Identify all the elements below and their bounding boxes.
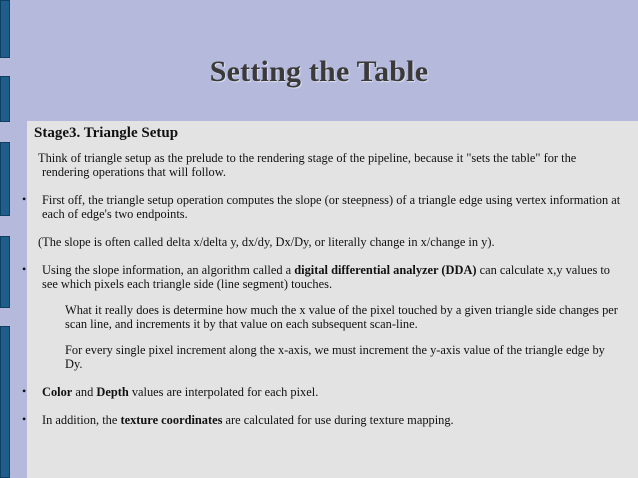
- bullet-item: [22, 412, 624, 427]
- bullet-text-mid: and: [72, 385, 97, 399]
- bullet-dot: •: [22, 192, 27, 206]
- bullet-text-bold: digital differential analyzer (DDA): [294, 263, 477, 277]
- slide-title: Setting the Table: [209, 55, 429, 88]
- intro-paragraph: Think of triangle setup as the prelude to the rendering stage of the pipeline, because it "sets the table" for the rendering operations that will follow.: [38, 151, 577, 179]
- bullet-text-bold: Color: [42, 385, 73, 399]
- bullet-item: [22, 262, 624, 291]
- bullet-text-post: are calculated for use during texture mapping.: [222, 413, 454, 427]
- sub-paragraph: What it really does is determine how much the x value of the pixel touched by a given triangle side changes per scan line, and increments it by that value on each subsequent scan-line.: [65, 303, 618, 331]
- bullet-text-pre: Using the slope information, an algorithm called a: [42, 263, 295, 277]
- bullet-text: First off, the triangle setup operation computes the slope (or steepness) of a triangle edge using vertex information at each of edge's two endpoints.: [42, 193, 621, 221]
- section-heading: Stage3. Triangle Setup: [34, 125, 179, 141]
- side-tab-decoration: [0, 236, 10, 308]
- bullet-dot: •: [22, 384, 27, 398]
- side-tab-decoration: [0, 0, 10, 58]
- sub-paragraph: For every single pixel increment along the x-axis, we must increment the y-axis value of the triangle edge by Dy.: [65, 343, 605, 371]
- bullet-dot: •: [22, 262, 27, 276]
- bullet-item: [22, 384, 624, 399]
- bullet-text-post: values are interpolated for each pixel.: [128, 385, 319, 399]
- slide-body: [22, 125, 624, 427]
- slope-note: (The slope is often called delta x/delta y, dx/dy, Dx/Dy, or literally change in x/change in y).: [38, 235, 495, 249]
- bullet-text-post: can calculate x,y values to see which pixels each triangle side (line segment) touches.: [42, 263, 610, 291]
- bullet-dot: •: [22, 412, 27, 426]
- bullet-text-bold: Depth: [96, 385, 129, 399]
- side-tab-decoration: [0, 142, 10, 216]
- side-tab-decoration: [0, 326, 10, 478]
- bullet-text-bold: texture coordinates: [120, 413, 223, 427]
- bullet-text-pre: In addition, the: [42, 413, 121, 427]
- bullet-item: [22, 192, 624, 221]
